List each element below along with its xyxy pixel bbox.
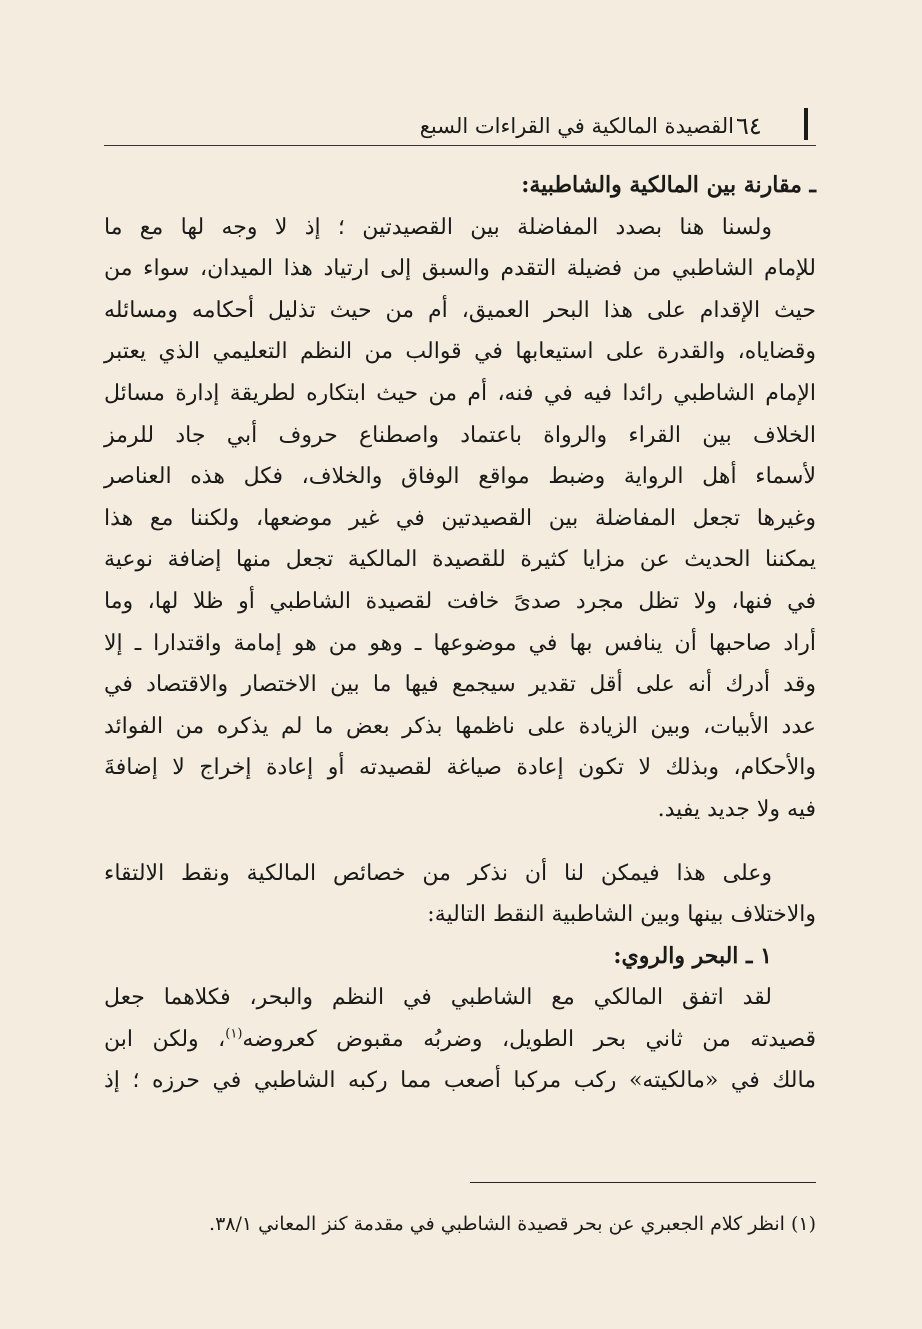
paragraph-line: وقد أدرك أنه على أقل تقدير سيجمع فيها ما بين الاختصار والاقتصاد في [104, 672, 816, 698]
paragraph-line: وغيرها تجعل المفاضلة بين القصيدتين في غير موضعها، ولكننا مع هذا [104, 505, 816, 531]
paragraph-line: للإمام الشاطبي من فضيلة التقدم والسبق إلى ارتياد هذا الميدان، سواء من [104, 256, 816, 282]
line-text: قصيدته من ثاني بحر الطويل، وضربُه مقبوض كعروضه [242, 1026, 817, 1052]
header-vertical-bar [804, 108, 808, 140]
paragraph-line: عدد الأبيات، وبين الزيادة على ناظمها بذكر بعض ما لم يذكره من الفوائد [104, 713, 816, 739]
paragraph-line: وعلى هذا فيمكن لنا أن نذكر من خصائص المالكية ونقط الالتقاء [104, 860, 772, 886]
paragraph-line: وقضاياه، والقدرة على استيعابها في قوالب من النظم التعليمي الذي يعتبر [104, 339, 816, 365]
main-text [104, 165, 816, 1102]
paragraph-line: فيه ولا جديد يفيد. [657, 796, 816, 822]
paragraph-line: لقد اتفق المالكي مع الشاطبي في النظم والبحر، فكلاهما جعل [104, 985, 772, 1011]
paragraph-line: ولسنا هنا بصدد المفاضلة بين القصيدتين ؛ إذ لا وجه لها مع ما [104, 214, 772, 240]
paragraph-line: حيث الإقدام على هذا البحر العميق، أم من حيث تذليل أحكامه ومسائله [104, 297, 816, 323]
book-title: القصيدة المالكية في القراءات السبع [419, 114, 734, 138]
footnote-reference[interactable]: (١) [225, 1026, 243, 1042]
section-heading: ـ مقارنة بين المالكية والشاطبية: [521, 172, 816, 198]
footnote-separator [470, 1182, 816, 1183]
page-number: ٦٤ [736, 112, 762, 140]
paragraph-line: الخلاف بين القراء والرواة باعتماد واصطناع حروف أبي جاد للرمز [104, 422, 816, 448]
subheading: ١ ـ البحر والروي: [613, 942, 772, 969]
paragraph-line: لأسماء أهل الرواية وضبط مواقع الوفاق والخلاف، فكل هذه العناصر [104, 464, 816, 490]
paragraph-line: والاختلاف بينها وبين الشاطبية النقط التالية: [427, 902, 816, 928]
paragraph-line: الإمام الشاطبي رائدا فيه في فنه، أم من حيث ابتكاره لطريقة إدارة مسائل [104, 380, 816, 406]
paragraph-line: مالك في «مالكيته» ركب مركبا أصعب مما ركبه الشاطبي في حرزه ؛ إذ [104, 1068, 816, 1094]
line-text: ، ولكن ابن [104, 1026, 226, 1052]
footnote: (١) انظر كلام الجعبري عن بحر قصيدة الشاطبي في مقدمة كنز المعاني ٣٨/١. [209, 1213, 816, 1235]
paragraph-line: والأحكام، وبذلك لا تكون إعادة صياغة لقصيدته أو إعادة إخراج لا إضافةَ [104, 755, 816, 781]
running-header [0, 100, 922, 150]
paragraph-line: في فنها، ولا تظل مجرد صدىً خافت لقصيدة الشاطبي أو ظلا لها، وما [104, 588, 816, 614]
paragraph-line [104, 1019, 816, 1061]
paragraph-line: يمكننا الحديث عن مزايا كثيرة للقصيدة المالكية تجعل منها إضافة نوعية [104, 547, 816, 573]
header-rule [104, 145, 816, 146]
paragraph-line: أراد صاحبها أن ينافس بها في موضوعها ـ وهو من هو إمامة واقتدارا ـ إلا [104, 630, 816, 656]
